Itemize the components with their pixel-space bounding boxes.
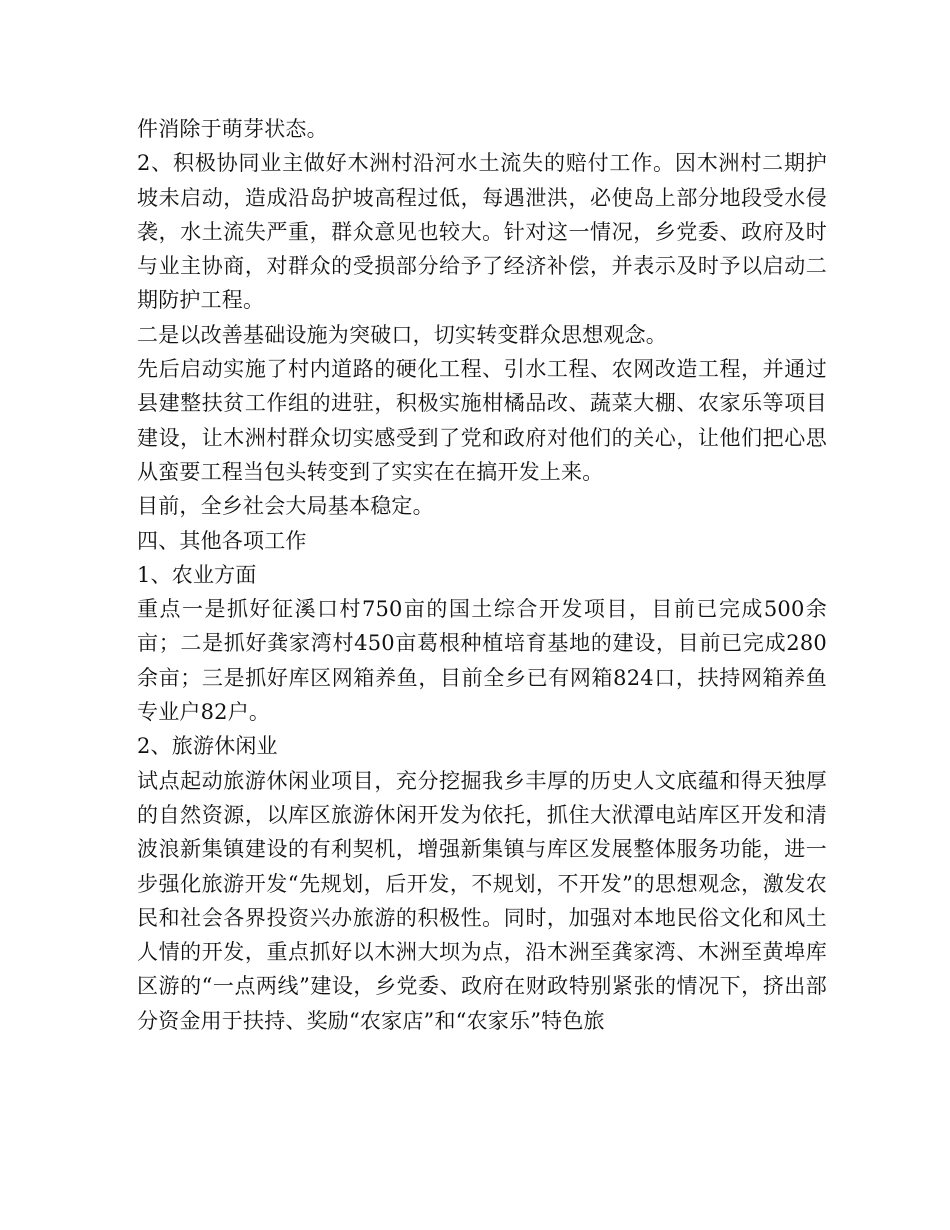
paragraph-carryover: 件消除于萌芽状态。 [137,117,328,141]
paragraph-tourism: 试点起动旅游休闲业项目，充分挖掘我乡丰厚的历史人文底蕴和得天独厚的自然资源，以库区旅游休闲开发为依托，抓住大洑潭电站库区开发和清波浪新集镇建设的有利契机，增强新集镇与库区发展整体服务功能，进一步强化旅游开发“先规划，后开发，不规划，不开发”的思想观念，激发农民和社会各界投资兴办旅游的积极性。同时，加强对本地民俗文化和风土人情的开发，重点抓好以木洲大坝为点，沿木洲至龚家湾、木洲至黄埠库区游的“一点两线”建设，乡党委、政府在财政特别紧张的情况下，挤出部分资金用于扶持、奖励“农家店”和“农家乐”特色旅 [137,768,827,1033]
paragraph-infrastructure-projects: 先后启动实施了村内道路的硬化工程、引水工程、农网改造工程，并通过县建整扶贫工作组的进驻，积极实施柑橘品改、蔬菜大棚、农家乐等项目建设，让木洲村群众切实感受到了党和政府对他们的关心，让他们把心思从蛮要工程当包头转变到了实实在在搞开发上来。 [137,357,827,484]
document-body [137,112,827,1038]
paragraph-overall-stability: 目前，全乡社会大局基本稳定。 [137,494,434,519]
section-heading-other-work: 四、其他各项工作 [137,528,307,553]
paragraph-muzhou-compensation: 2、积极协同业主做好木洲村沿河水土流失的赔付工作。因木洲村二期护坡未启动，造成沿岛护坡高程过低，每遇泄洪，必使岛上部分地段受水侵袭，水土流失严重，群众意见也较大。针对这一情况，乡党委、政府及时与业主协商，对群众的受损部分给予了经济补偿，并表示及时予以启动二期防护工程。 [137,151,827,313]
paragraph-heading-infrastructure: 二是以改善基础设施为突破口，切实转变群众思想观念。 [137,322,667,347]
paragraph-agriculture: 重点一是抓好征溪口村750亩的国土综合开发项目，目前已完成500余亩；二是抓好龚家湾村450亩葛根种植培育基地的建设，目前已完成280余亩；三是抓好库区网箱养鱼，目前全乡已有网箱824口，扶持网箱养鱼专业户82户。 [137,597,827,725]
subheading-tourism: 2、旅游休闲业 [137,734,278,759]
subheading-agriculture: 1、农业方面 [137,562,257,587]
